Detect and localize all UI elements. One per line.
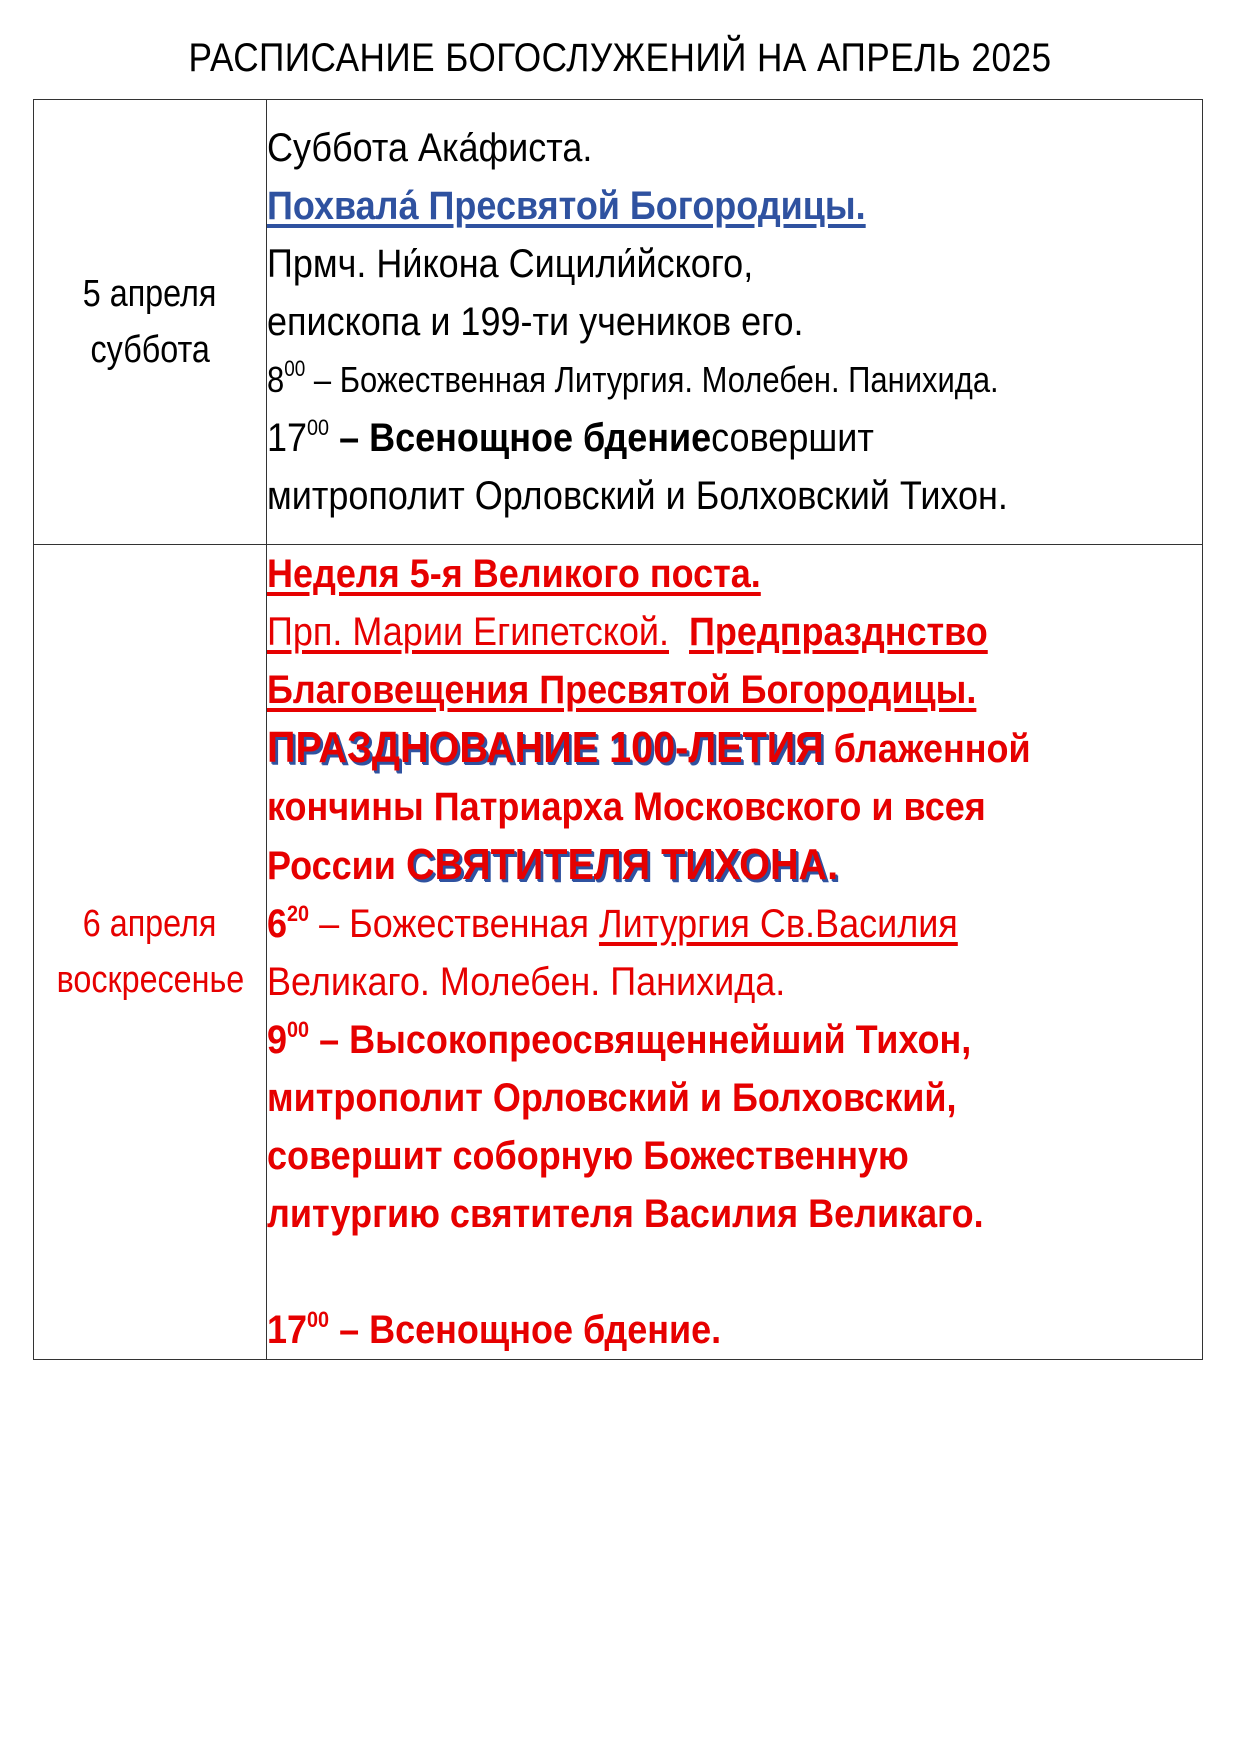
forefeast-link[interactable]: Предпразднство [689, 610, 988, 654]
date-day: 6 апреля [83, 903, 217, 945]
service-time-minutes: 00 [307, 415, 330, 440]
feast-name: Неделя 5-я Великого поста. [267, 552, 761, 596]
service-time: 6 [267, 902, 288, 946]
date-cell [34, 545, 267, 1360]
service-cell [267, 545, 1203, 1360]
date-day: 5 апреля [83, 273, 217, 315]
schedule-table [33, 99, 1203, 1360]
service-description-rest: совершит [711, 416, 874, 460]
service-description: – Всенощное бдение. [329, 1308, 722, 1352]
service-cell [267, 100, 1203, 545]
saint-link[interactable]: Прп. Марии Египетской. [267, 610, 670, 654]
service-time: 8 [267, 359, 285, 400]
table-row [34, 545, 1203, 1360]
service-time: 9 [267, 1018, 288, 1062]
service-description-cont: Великаго. Молебен. Панихида. [267, 960, 786, 1004]
liturgy-link[interactable]: Литургия Св.Василия [598, 902, 958, 946]
service-time: 17 [267, 416, 308, 460]
saint-name: Прмч. Ни́кона Сицили́йского, [267, 242, 754, 286]
celebration-text: блаженной [823, 727, 1031, 771]
table-row [34, 100, 1203, 545]
service-description: – Высокопреосвященнейший Тихон, [309, 1018, 972, 1062]
spacer [267, 1243, 1202, 1301]
saint-title: СВЯТИТЕЛЯ ТИХОНА. [405, 840, 839, 889]
service-time-minutes: 00 [307, 1307, 330, 1332]
date-cell [34, 100, 267, 545]
service-description: – Божественная Литургия. Молебен. Панихида. [305, 359, 999, 400]
service-officiant: митрополит Орловский и Болховский Тихон. [267, 474, 1008, 518]
service-description: – Божественная [309, 902, 599, 946]
forefeast-link-cont[interactable]: Благовещения Пресвятой Богородицы. [267, 668, 977, 712]
page-title: РАСПИСАНИЕ БОГОСЛУЖЕНИЙ НА АПРЕЛЬ 2025 [188, 36, 1052, 80]
saint-name-cont: епископа и 199-ти учеников его. [267, 300, 804, 344]
date-weekday: суббота [90, 329, 210, 371]
celebration-text-end: России [267, 844, 406, 888]
service-description: Всенощное бдение [369, 416, 712, 460]
service-time: 17 [267, 1308, 308, 1352]
service-time-minutes: 20 [287, 901, 310, 926]
date-weekday: воскресенье [56, 959, 244, 1001]
celebration-title: ПРАЗДНОВАНИЕ 100-ЛЕТИЯ [267, 723, 824, 772]
service-time-minutes: 00 [284, 356, 306, 381]
service-description-cont: совершит соборную Божественную [267, 1134, 909, 1178]
service-dash: – [329, 416, 370, 460]
feast-name: Суббота Ака́фиста. [267, 126, 593, 170]
celebration-text-cont: кончины Патриарха Московского и всея [267, 785, 986, 829]
service-description-cont: литургию святителя Василия Великаго. [267, 1192, 984, 1236]
feast-link[interactable]: Похвала́ Пресвятой Богородицы. [267, 184, 866, 228]
service-time-minutes: 00 [287, 1017, 310, 1042]
service-description-cont: митрополит Орловский и Болховский, [267, 1076, 957, 1120]
